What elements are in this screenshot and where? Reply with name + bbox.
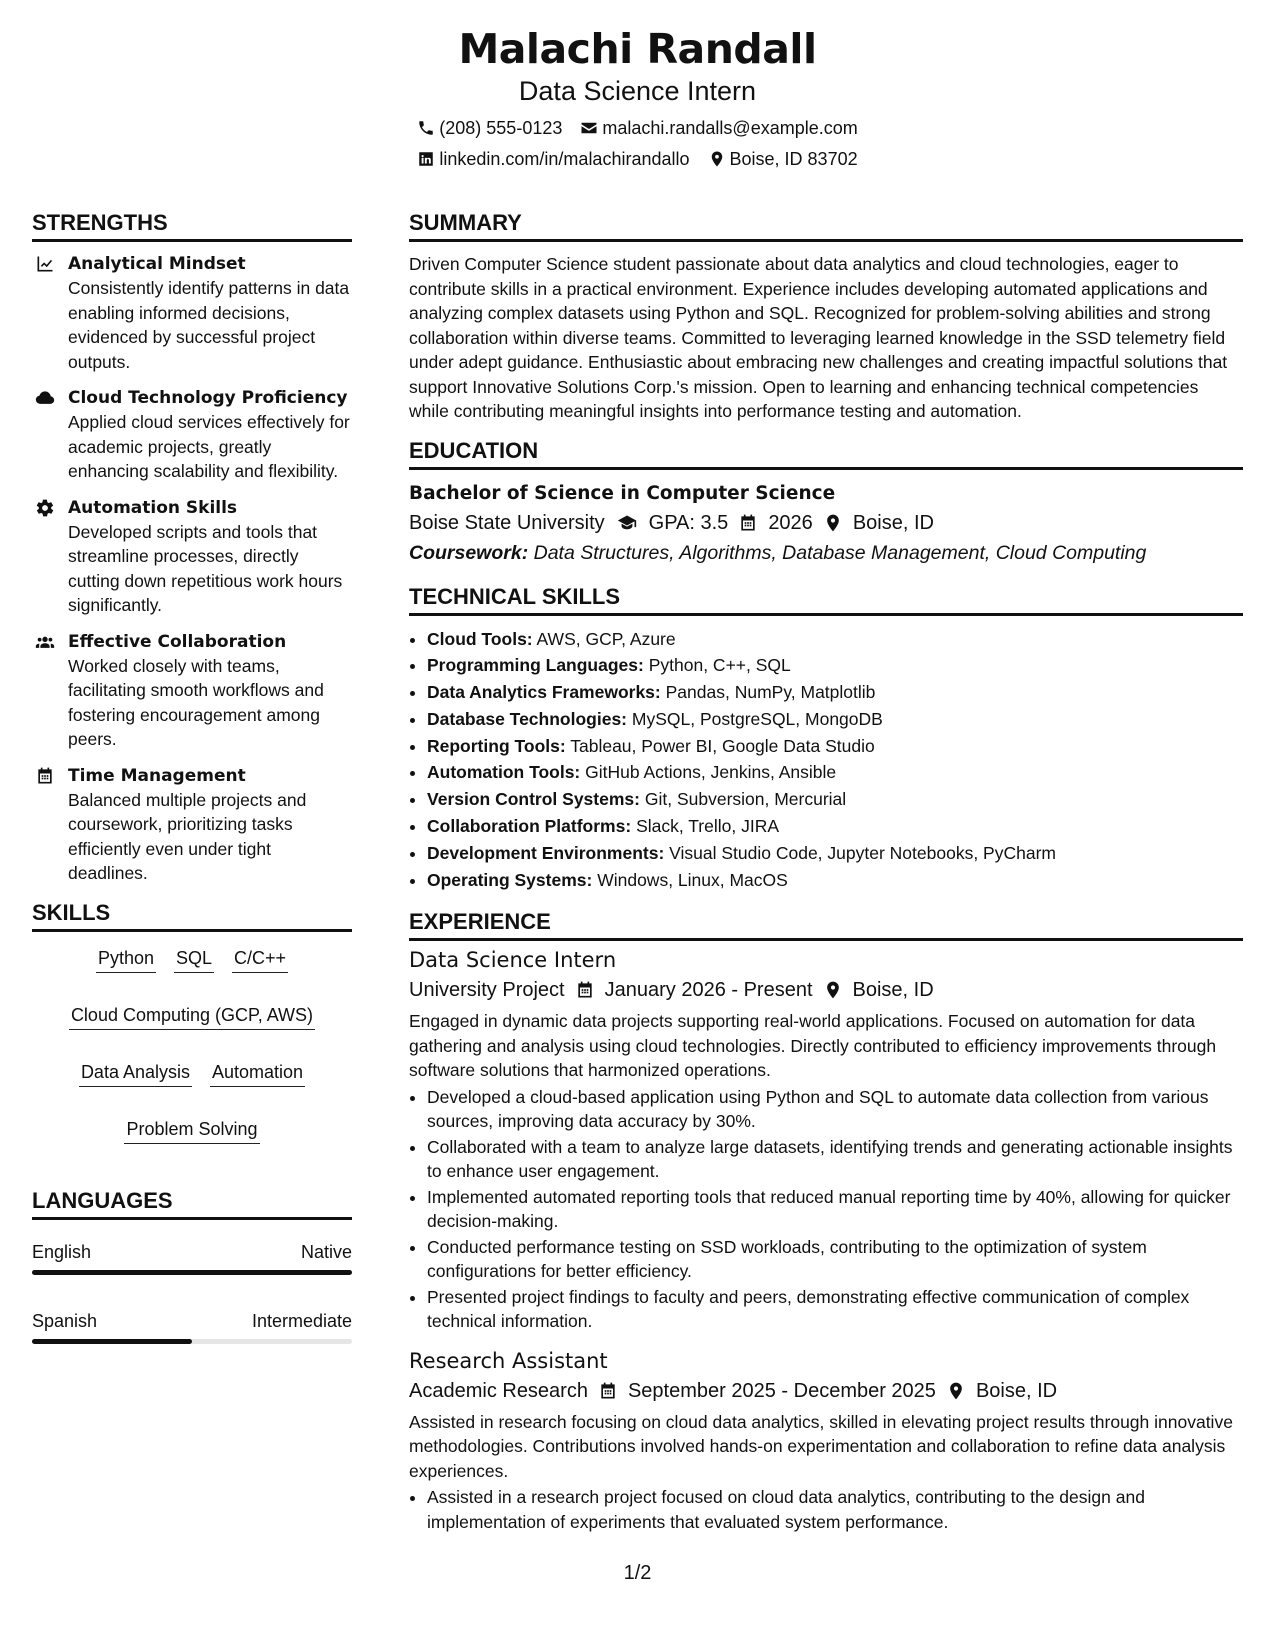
linkedin-contact[interactable] xyxy=(417,148,689,170)
job-bullets xyxy=(409,1085,1243,1334)
graduation-year: 2026 xyxy=(768,511,813,534)
list-item: • Conducted performance testing on SSD workloads, contributing to the optimization of system configurations for better efficiency. xyxy=(427,1235,1243,1284)
strength-title: Time Management xyxy=(68,765,246,786)
job-entry xyxy=(409,945,1243,1334)
skill-tag: Python xyxy=(96,946,156,973)
summary-text: Driven Computer Science student passionate about data analytics and cloud technologies, eager to contribute skills in a practical environment. Experience includes developing automated applications and analyzing complex datasets using Python and SQL. Recognized for problem-solving abilities and strong collaboration within diverse teams. Committed to leveraging learned knowledge in the SSD telemetry field under adept guidance. Enthusiastic about embracing new challenges and creating impactful solutions that support Innovative Solutions Corp.'s mission. Open to learning and enhancing technical competencies while contributing meaningful insights into performance testing and automation. xyxy=(409,254,1228,421)
job-title: Data Science Intern xyxy=(409,948,617,973)
strength-title: Automation Skills xyxy=(68,497,238,518)
list-item xyxy=(427,626,1243,653)
languages-list xyxy=(32,1230,352,1344)
list-item xyxy=(427,652,1243,679)
users-icon xyxy=(35,632,55,652)
skill-label: Operating Systems: xyxy=(427,869,593,890)
left-column xyxy=(32,210,352,1362)
list-item xyxy=(427,706,1243,733)
list-item xyxy=(427,759,1243,786)
language-name: English xyxy=(32,1241,92,1262)
skill-value: Visual Studio Code, Jupyter Notebooks, PyCharm xyxy=(669,842,1056,863)
skill-label: Development Environments: xyxy=(427,842,665,863)
school-name: Boise State University xyxy=(409,511,605,534)
job-bullets xyxy=(409,1485,1243,1534)
job-location: Boise, ID xyxy=(852,979,934,1002)
skill-tag: SQL xyxy=(174,946,214,973)
candidate-title: Data Science Intern xyxy=(518,76,757,106)
skill-value: Slack, Trello, JIRA xyxy=(636,816,780,837)
list-item: • Collaborated with a team to analyze large datasets, identifying trends and generating actionable insights to enhance user engagement. xyxy=(427,1135,1243,1184)
list-item: • Implemented automated reporting tools that reduced manual reporting time by 40%, allowing for quicker decision-making. xyxy=(427,1185,1243,1234)
job-description: Engaged in dynamic data projects supporting real-world applications. Focused on automation for data gathering and analysis using cloud technologies. Directly contributed to efficiency improvements through software solutions that harmonized operations. xyxy=(409,1011,1217,1081)
language-bar xyxy=(32,1270,352,1275)
skill-label: Reporting Tools: xyxy=(427,735,566,756)
linkedin-text[interactable]: linkedin.com/in/malachirandallo xyxy=(439,149,690,169)
phone-text: (208) 555-0123 xyxy=(439,118,563,138)
skill-label: Data Analytics Frameworks: xyxy=(427,682,661,703)
job-location: Boise, ID xyxy=(975,1379,1058,1402)
email-contact[interactable] xyxy=(580,117,857,139)
phone-icon xyxy=(417,119,435,137)
strength-item xyxy=(32,386,352,484)
language-bar xyxy=(32,1339,352,1344)
skill-label: Automation Tools: xyxy=(427,762,581,783)
job-title: Research Assistant xyxy=(409,1348,608,1373)
map-pin-icon xyxy=(708,150,726,168)
list-item: • Presented project findings to faculty and peers, demonstrating effective communication of complex technical information. xyxy=(427,1285,1243,1334)
list-item xyxy=(427,867,1243,894)
gpa-text: GPA: 3.5 xyxy=(648,511,729,534)
job-dates: September 2025 - December 2025 xyxy=(627,1379,936,1402)
job-description: Assisted in research focusing on cloud data analytics, skilled in elevating project results through innovative methodologies. Contributions involved hands-on experimentation and collaboration to refine data analysis experiences. xyxy=(409,1411,1233,1481)
job-org: University Project xyxy=(409,979,565,1002)
skill-label: Database Technologies: xyxy=(427,708,628,729)
language-item xyxy=(32,1240,352,1275)
candidate-name: Malachi Randall xyxy=(458,25,817,73)
coursework-label: Coursework: xyxy=(409,541,529,564)
coursework-line xyxy=(409,538,1243,568)
list-item xyxy=(427,679,1243,706)
list-item: • Assisted in a research project focused on cloud data analytics, contributing to the design and implementation of experiments that evaluated system performance. xyxy=(427,1485,1243,1534)
skill-tag: Cloud Computing (GCP, AWS) xyxy=(69,1003,315,1030)
map-pin-icon xyxy=(823,980,843,1000)
strength-title: Effective Collaboration xyxy=(68,631,287,652)
technical-skills-heading: TECHNICAL SKILLS xyxy=(409,584,1243,616)
language-level: Native xyxy=(300,1241,352,1262)
language-name: Spanish xyxy=(32,1310,98,1331)
strength-desc: Balanced multiple projects and coursework, prioritizing tasks efficiently even under tight deadlines. xyxy=(68,789,307,883)
strength-desc: Worked closely with teams, facilitating smooth workflows and fostering encouragement among peers. xyxy=(68,655,324,749)
list-item xyxy=(427,733,1243,760)
right-column xyxy=(409,210,1243,1544)
strengths-heading: STRENGTHS xyxy=(32,210,352,242)
strength-item xyxy=(32,764,352,886)
strength-desc: Consistently identify patterns in data enabling informed decisions, evidenced by successful project outputs. xyxy=(68,278,350,372)
skill-value: Git, Subversion, Mercurial xyxy=(644,789,847,810)
list-item: • Developed a cloud-based application using Python and SQL to automate data collection from various sources, improving data accuracy by 30%. xyxy=(427,1085,1243,1134)
map-pin-icon xyxy=(946,1381,966,1401)
skills-heading: SKILLS xyxy=(32,900,352,932)
strength-title: Cloud Technology Proficiency xyxy=(68,388,348,408)
skill-value: AWS, GCP, Azure xyxy=(536,628,676,649)
summary-heading: SUMMARY xyxy=(409,210,1243,242)
degree-title: Bachelor of Science in Computer Science xyxy=(409,482,836,504)
location-contact xyxy=(708,148,858,170)
list-item xyxy=(427,813,1243,840)
language-level: Intermediate xyxy=(251,1310,352,1331)
calendar-icon xyxy=(575,980,595,1000)
envelope-icon xyxy=(580,119,598,137)
education-location: Boise, ID xyxy=(852,511,934,534)
skills-cloud xyxy=(32,942,352,1144)
strength-item xyxy=(32,496,352,618)
job-org: Academic Research xyxy=(409,1379,588,1402)
calendar-icon xyxy=(738,513,758,533)
linkedin-icon xyxy=(417,150,435,168)
graduation-cap-icon xyxy=(615,513,639,533)
education-heading: EDUCATION xyxy=(409,438,1243,470)
strength-desc: Developed scripts and tools that streamline processes, directly cutting down repetitious work hours significantly. xyxy=(68,521,343,615)
list-item xyxy=(427,786,1243,813)
contact-row-1 xyxy=(0,117,1275,139)
skill-tag: Problem Solving xyxy=(124,1117,259,1144)
language-bar-fill xyxy=(32,1270,352,1275)
strengths-list xyxy=(32,252,352,886)
skill-label: Programming Languages: xyxy=(427,655,644,676)
calendar-icon xyxy=(35,766,55,786)
chart-line-icon xyxy=(35,254,55,274)
map-pin-icon xyxy=(823,513,843,533)
page-number: 1/2 xyxy=(623,1562,652,1584)
strength-title: Analytical Mindset xyxy=(68,254,246,274)
experience-heading: EXPERIENCE xyxy=(409,909,1243,941)
skill-value: Windows, Linux, MacOS xyxy=(597,869,788,890)
job-dates: January 2026 - Present xyxy=(604,979,813,1002)
phone-contact xyxy=(417,117,562,139)
list-item xyxy=(427,840,1243,867)
skill-label: Version Control Systems: xyxy=(427,789,640,810)
email-text[interactable]: malachi.randalls@example.com xyxy=(602,118,858,138)
skill-tag: C/C++ xyxy=(232,946,288,973)
job-entry xyxy=(409,1346,1243,1535)
strength-item xyxy=(32,630,352,752)
strength-desc: Applied cloud services effectively for academic projects, greatly enhancing scalability and flexibility. xyxy=(68,412,350,481)
job-meta xyxy=(409,975,1243,1005)
skill-value: Pandas, NumPy, Matplotlib xyxy=(665,682,876,703)
calendar-icon xyxy=(598,1381,618,1401)
strength-item xyxy=(32,252,352,374)
education-meta xyxy=(409,508,1243,538)
skill-value: GitHub Actions, Jenkins, Ansible xyxy=(585,762,837,783)
coursework-text: Data Structures, Algorithms, Database Management, Cloud Computing xyxy=(533,541,1147,564)
skill-label: Cloud Tools: xyxy=(427,628,533,649)
skill-value: Python, C++, SQL xyxy=(648,655,791,676)
language-item xyxy=(32,1309,352,1344)
skill-tag: Data Analysis xyxy=(79,1060,192,1087)
skill-value: Tableau, Power BI, Google Data Studio xyxy=(570,735,875,756)
language-bar-fill xyxy=(32,1339,192,1344)
skill-value: MySQL, PostgreSQL, MongoDB xyxy=(631,708,883,729)
location-text: Boise, ID 83702 xyxy=(729,149,858,169)
resume-header xyxy=(0,0,1275,170)
gear-icon xyxy=(35,498,55,518)
languages-heading: LANGUAGES xyxy=(32,1188,352,1220)
cloud-icon xyxy=(35,388,55,408)
technical-skills-list xyxy=(409,626,1243,894)
contact-row-2 xyxy=(0,148,1275,170)
job-meta xyxy=(409,1376,1243,1406)
skill-tag: Automation xyxy=(210,1060,305,1087)
skill-label: Collaboration Platforms: xyxy=(427,816,632,837)
